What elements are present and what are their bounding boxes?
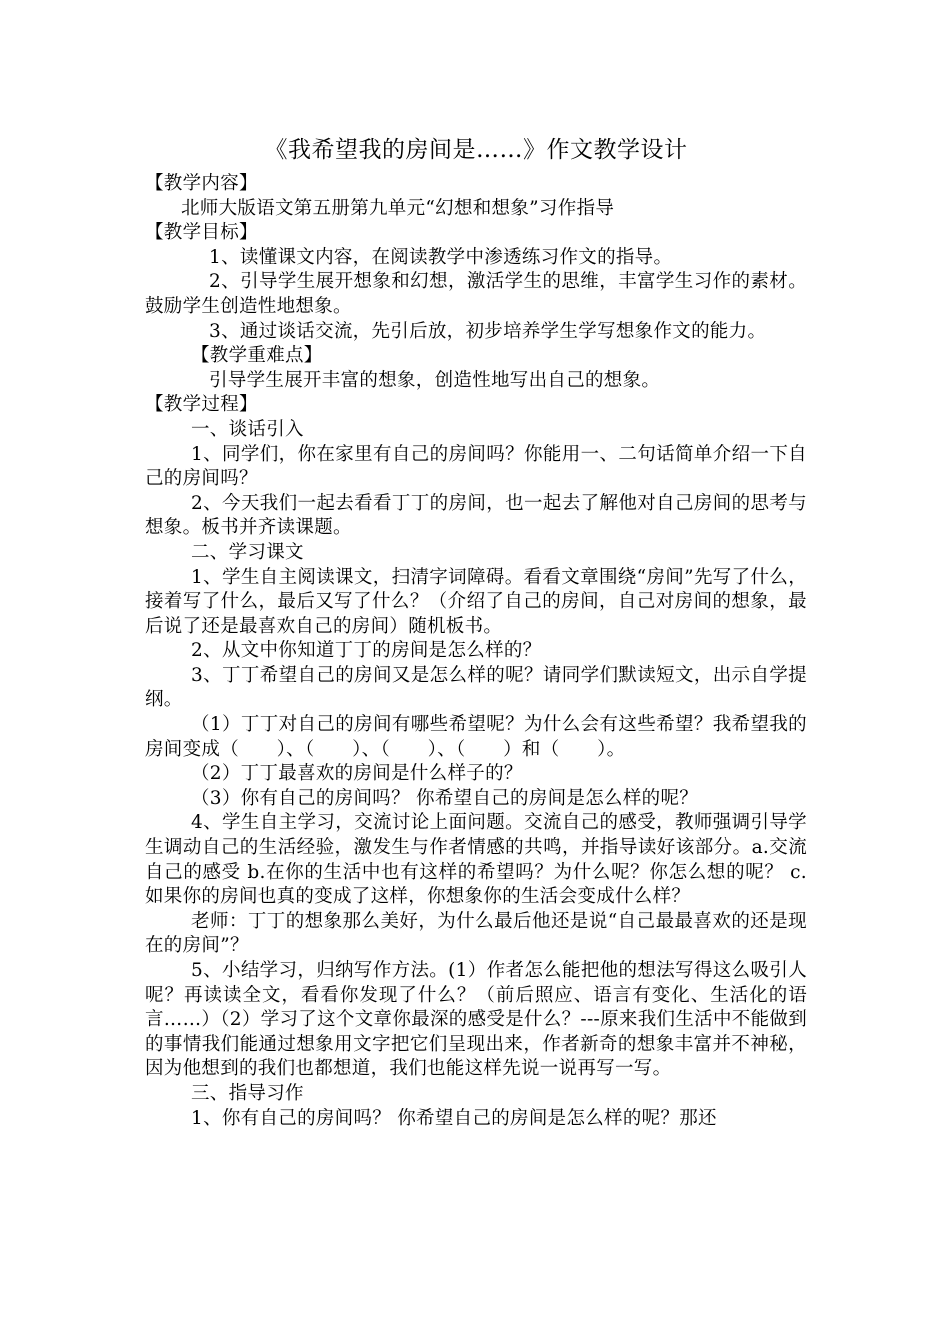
part-1-title: 一、谈话引入 (191, 418, 304, 440)
content-text: 北师大版语文第五册第九单元“幻想和想象”习作指导 (181, 197, 615, 219)
paragraph: 1、你有自己的房间吗？ 你希望自己的房间是怎么样的呢？那还 (191, 1107, 717, 1129)
study-question-2: （2）丁丁最喜欢的房间是什么样子的？ (191, 763, 523, 785)
part-2-title: 二、学习课文 (191, 541, 304, 563)
paragraph: 4、学生自主学习，交流讨论上面问题。交流自己的感受，教师强调引导学生调动自己的生活经验，激发生与作者情感的共鸣，并指导读好该部分。a.交流自己的感受 b.在你的生活中也有这样的希望吗？为什么呢？你怎么想的呢？ c.如果你的房间也真的变成了这样，你想象你的生活会变成什么样？ (145, 812, 807, 908)
key-points-text: 引导学生展开丰富的想象，创造性地写出自己的想象。 (209, 369, 661, 391)
document-page (145, 132, 807, 1131)
section-header-process: 【教学过程】 (145, 394, 258, 416)
paragraph: 1、同学们，你在家里有自己的房间吗？你能用一、二句话简单介绍一下自己的房间吗？ (145, 443, 807, 490)
teacher-remark: 老师：丁丁的想象那么美好，为什么最后他还是说“自己最最喜欢的还是现在的房间”？ (145, 910, 807, 957)
section-header-goals: 【教学目标】 (145, 222, 258, 244)
paragraph: 2、从文中你知道丁丁的房间是怎么样的？ (191, 640, 542, 662)
goal-item-1: 1、读懂课文内容，在阅读教学中渗透练习作文的指导。 (209, 246, 673, 268)
paragraph: 5、小结学习，归纳写作方法。(1）作者怎么能把他的想法写得这么吸引人呢？再读读全文，看看你发现了什么？（前后照应、语言有变化、生活化的语言……）（2）学习了这个文章你最深的感受是什么？---原来我们生活中不能做到的事情我们能通过想象用文字把它们呈现出来，作者新奇的想象丰富并不神秘，因为他想到的我们也都想道，我们也能这样先说一说再写一写。 (145, 960, 807, 1080)
study-question-3: （3）你有自己的房间吗？ 你希望自己的房间是怎么样的呢？ (191, 787, 699, 809)
goal-item-2: 2、引导学生展开想象和幻想，激活学生的思维，丰富学生习作的素材。鼓励学生创造性地想象。 (145, 271, 807, 317)
document-title: 《我希望我的房间是……》作文教学设计 (264, 137, 688, 163)
paragraph: 3、丁丁希望自己的房间又是怎么样的呢？请同学们默读短文，出示自学提纲。 (145, 664, 807, 711)
paragraph: 2、今天我们一起去看看丁丁的房间，也一起去了解他对自己房间的思考与想象。板书并齐读课题。 (145, 492, 807, 539)
part-3-title: 三、指导习作 (191, 1082, 304, 1104)
paragraph: 1、学生自主阅读课文，扫清字词障碍。看看文章围绕“房间”先写了什么，接着写了什么，最后又写了什么？（介绍了自己的房间，自己对房间的想象，最后说了还是最喜欢自己的房间）随机板书。 (145, 566, 807, 637)
study-question-1: （1）丁丁对自己的房间有哪些希望呢？为什么会有这些希望？我希望我的房间变成（ ）、（ ）、（ ）、（ ）和（ ）。 (145, 714, 807, 760)
goal-item-3: 3、通过谈话交流，先引后放，初步培养学生学写想象作文的能力。 (209, 320, 767, 342)
section-header-content: 【教学内容】 (145, 173, 258, 194)
section-header-key-points: 【教学重难点】 (191, 345, 323, 367)
